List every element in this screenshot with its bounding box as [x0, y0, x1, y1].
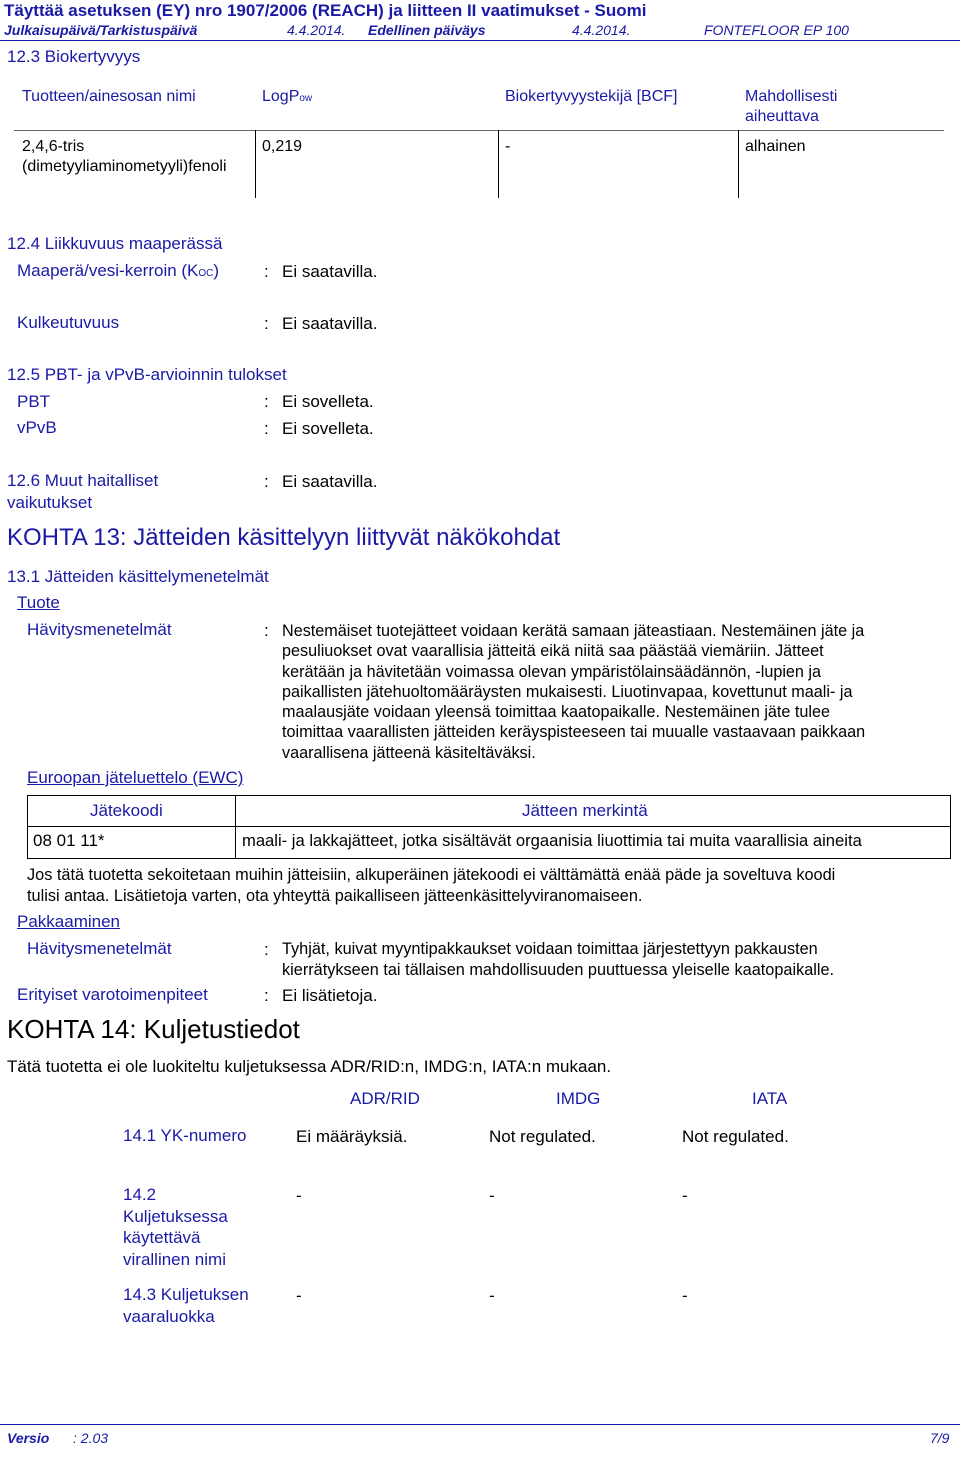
ewc-note-line-1: Jos tätä tuotetta sekoitetaan muihin jätteisiin, alkuperäinen jätekoodi ei välttämättä enää päde ja soveltuva koodi	[27, 866, 836, 884]
packaging-disposal-line-2: kierrätykseen tai tällaisen mahdollisuuden puuttuessa yleiselle kaatopaikalle.	[282, 961, 835, 979]
bio-col-sep-3	[738, 130, 739, 198]
bio-col-potential-header-1: Mahdollisesti	[745, 88, 838, 105]
koc-label: Maaperä/vesi-kerroin (KOC)	[17, 261, 220, 280]
disposal-methods-label: Hävitysmenetelmät	[27, 620, 172, 639]
section-12-6-title-2: vaikutukset	[7, 493, 93, 512]
un-number-adr: Ei määräyksiä.	[296, 1127, 408, 1146]
bio-col-sep-2	[498, 130, 499, 198]
bio-col-sep-1	[255, 130, 256, 198]
product-label: Tuote	[17, 593, 60, 612]
other-effects-colon: :	[264, 472, 269, 491]
shipping-name-adr: -	[296, 1186, 302, 1205]
ewc-code: 08 01 11*	[33, 831, 105, 850]
footer-divider	[0, 1424, 960, 1425]
mobility-label: Kulkeutuvuus	[17, 313, 120, 332]
document-header-title: Täyttää asetuksen (EY) nro 1907/2006 (REACH) ja liitteen II vaatimukset - Suomi	[4, 1, 647, 20]
ewc-col-code-header: Jätekoodi	[90, 801, 163, 820]
section-13-1-title: 13.1 Jätteiden käsittelymenetelmät	[7, 567, 269, 586]
transport-intro: Tätä tuotetta ei ole luokiteltu kuljetuksessa ADR/RID:n, IMDG:n, IATA:n mukaan.	[7, 1057, 612, 1076]
section-13-heading: KOHTA 13: Jätteiden käsittelyyn liittyvät näkökohdat	[7, 524, 561, 551]
pbt-colon: :	[264, 392, 269, 411]
ewc-col-sep	[235, 795, 236, 859]
packaging-disposal-label: Hävitysmenetelmät	[27, 939, 172, 958]
un-number-imdg: Not regulated.	[489, 1127, 596, 1146]
bio-col-name-header: Tuotteen/ainesosan nimi	[22, 88, 196, 105]
bio-row-logp: 0,219	[262, 138, 303, 155]
hazard-class-iata: -	[682, 1286, 688, 1305]
bio-col-logp-header: LogPow	[262, 88, 313, 105]
ewc-col-desc-header: Jätteen merkintä	[522, 801, 648, 820]
vpvb-colon: :	[264, 419, 269, 438]
header-divider	[0, 40, 960, 41]
product-name: FONTEFLOOR EP 100	[704, 22, 849, 38]
hazard-class-imdg: -	[489, 1286, 495, 1305]
section-12-6-title-1: 12.6 Muut haitalliset	[7, 471, 159, 490]
issue-date-label: Julkaisupäivä/Tarkistuspäivä	[4, 22, 198, 38]
version-label: Versio	[7, 1430, 50, 1446]
previous-date-label: Edellinen päiväys	[368, 22, 486, 38]
un-number-iata: Not regulated.	[682, 1127, 789, 1146]
precautions-label: Erityiset varotoimenpiteet	[17, 985, 208, 1004]
shipping-name-imdg: -	[489, 1186, 495, 1205]
un-number-label: 14.1 YK-numero	[123, 1126, 247, 1145]
other-effects-value: Ei saatavilla.	[282, 472, 378, 491]
bio-row-name-1: 2,4,6-tris	[22, 138, 85, 155]
transport-col-imdg: IMDG	[556, 1089, 601, 1108]
bio-table-divider	[14, 130, 944, 131]
mobility-colon: :	[264, 314, 269, 333]
bio-col-bcf-header: Biokertyvyystekijä [BCF]	[505, 88, 678, 105]
ewc-note-line-2: tulisi antaa. Lisätietoja varten, ota yhteyttä paikalliseen jätteenkäsittelyviranomaiseen.	[27, 887, 643, 905]
ewc-label: Euroopan jäteluettelo (EWC)	[27, 768, 244, 787]
bio-row-potential: alhainen	[745, 138, 806, 155]
ewc-table-divider	[27, 826, 951, 827]
previous-date-value: 4.4.2014.	[572, 22, 631, 38]
precautions-value: Ei lisätietoja.	[282, 986, 378, 1005]
section-14-heading: KOHTA 14: Kuljetustiedot	[7, 1014, 300, 1044]
version-value: : 2.03	[73, 1430, 109, 1446]
koc-value: Ei saatavilla.	[282, 262, 378, 281]
disposal-methods-text: Nestemäiset tuotejätteet voidaan kerätä samaan jäteastiaan. Nestemäinen jäte ja pesuliuokset ovat vaarallisia jätteitä eikä niitä saa päästää viemäriin. Jätteet kerätään ja hävitetään voimassa olevan ympäristölainsäädännön, -lupien ja paikallisten jätehuoltomääräysten mukaisesti. Liuotinvapaa, kovettunut maali- ja maalausjäte voidaan yleensä toimittaa kaatopaikalle. Nestemäinen jäte tulee toimittaa vaarallisten jätteiden keräyspisteeseen tai muualle vastaavaan paikkaan vaarallisena jätteenä käsiteltäväksi.	[282, 622, 866, 762]
bio-col-potential-header-2: aiheuttava	[745, 108, 819, 125]
packaging-disposal-colon: :	[264, 940, 269, 959]
transport-col-adr: ADR/RID	[350, 1089, 420, 1108]
mobility-value: Ei saatavilla.	[282, 314, 378, 333]
section-12-3-title: 12.3 Biokertyvyys	[7, 47, 141, 66]
issue-date-value: 4.4.2014.	[287, 22, 346, 38]
disposal-colon: :	[264, 621, 269, 640]
section-12-5-title: 12.5 PBT- ja vPvB-arvioinnin tulokset	[7, 365, 287, 384]
transport-col-iata: IATA	[752, 1089, 788, 1108]
packaging-label: Pakkaaminen	[17, 912, 121, 931]
bio-row-name-2: (dimetyyliaminometyyli)fenoli	[22, 158, 227, 175]
shipping-name-label: 14.2 Kuljetuksessa käytettävä virallinen nimi	[123, 1185, 228, 1269]
koc-colon: :	[264, 262, 269, 281]
page-number: 7/9	[930, 1430, 950, 1446]
pbt-label: PBT	[17, 392, 51, 411]
bio-row-bcf: -	[505, 138, 511, 155]
precautions-colon: :	[264, 986, 269, 1005]
ewc-description: maali- ja lakkajätteet, jotka sisältävät orgaanisia liuottimia tai muita vaarallisia aineita	[242, 831, 862, 850]
packaging-disposal-line-1: Tyhjät, kuivat myyntipakkaukset voidaan toimittaa järjestettyyn pakkausten	[282, 940, 818, 958]
hazard-class-label: 14.3 Kuljetuksen vaaraluokka	[123, 1285, 249, 1326]
shipping-name-iata: -	[682, 1186, 688, 1205]
hazard-class-adr: -	[296, 1286, 302, 1305]
pbt-value: Ei sovelleta.	[282, 392, 374, 411]
section-12-4-title: 12.4 Liikkuvuus maaperässä	[7, 234, 223, 253]
vpvb-value: Ei sovelleta.	[282, 419, 374, 438]
vpvb-label: vPvB	[17, 418, 57, 437]
